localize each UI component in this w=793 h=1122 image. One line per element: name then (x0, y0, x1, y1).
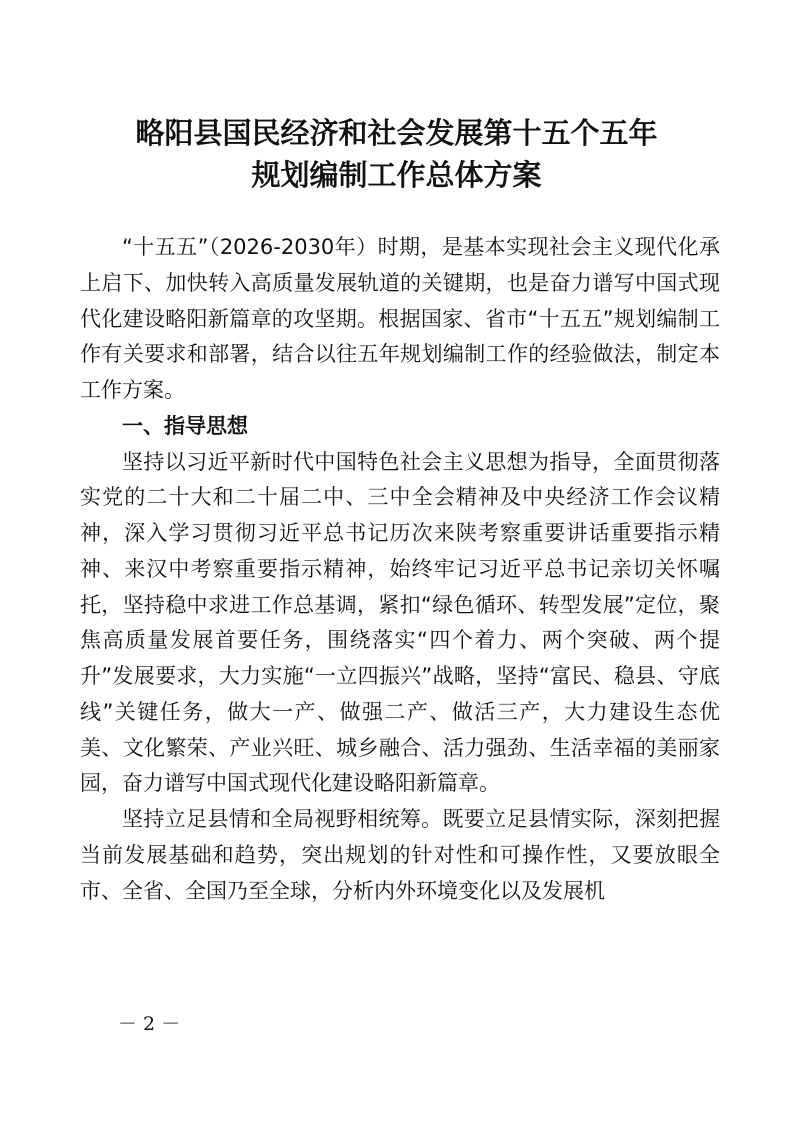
document-title-line-1: 略阳县国民经济和社会发展第十五个五年 (135, 116, 658, 150)
section-1-paragraph-2: 坚持立足县情和全局视野相统筹。既要立足县情实际，深刻把握当前发展基础和趋势，突出规划的针对性和可操作性，又要放眼全市、全省、全国乃至全球，分析内外环境变化以及发展机 (80, 807, 720, 903)
page-number: － 2 － (118, 1013, 181, 1035)
section-1-paragraph-1: 坚持以习近平新时代中国特色社会主义思想为指导，全面贯彻落实党的二十大和二十届二中、三中全会精神及中央经济工作会议精神，深入学习贯彻习近平总书记历次来陕考察重要讲话重要指示精神、来汉中考察重要指示精神，始终牢记习近平总书记亲切关怀嘱托，坚持稳中求进工作总基调，紧扣“绿色循环、转型发展”定位，聚焦高质量发展首要任务，围绕落实“四个着力、两个突破、两个提升”发展要求，大力实施“一立四振兴”战略，坚持“富民、稳县、守底线”关键任务，做大一产、做强二产、做活三产，大力建设生态优美、文化繁荣、产业兴旺、城乡融合、活力强劲、生活幸福的美丽家园，奋力谱写中国式现代化建设略阳新篇章。 (80, 449, 720, 796)
section-1-heading: 一、指导思想 (122, 413, 248, 438)
document-body (80, 230, 720, 909)
document-title-line-2: 规划编制工作总体方案 (251, 158, 542, 192)
intro-paragraph: “十五五”（2026-2030年）时期，是基本实现社会主义现代化承上启下、加快转入高质量发展轨道的关键期，也是奋力谱写中国式现代化建设略阳新篇章的攻坚期。根据国家、省市“十五五”规划编制工作有关要求和部署，结合以往五年规划编制工作的经验做法，制定本工作方案。 (80, 235, 720, 402)
